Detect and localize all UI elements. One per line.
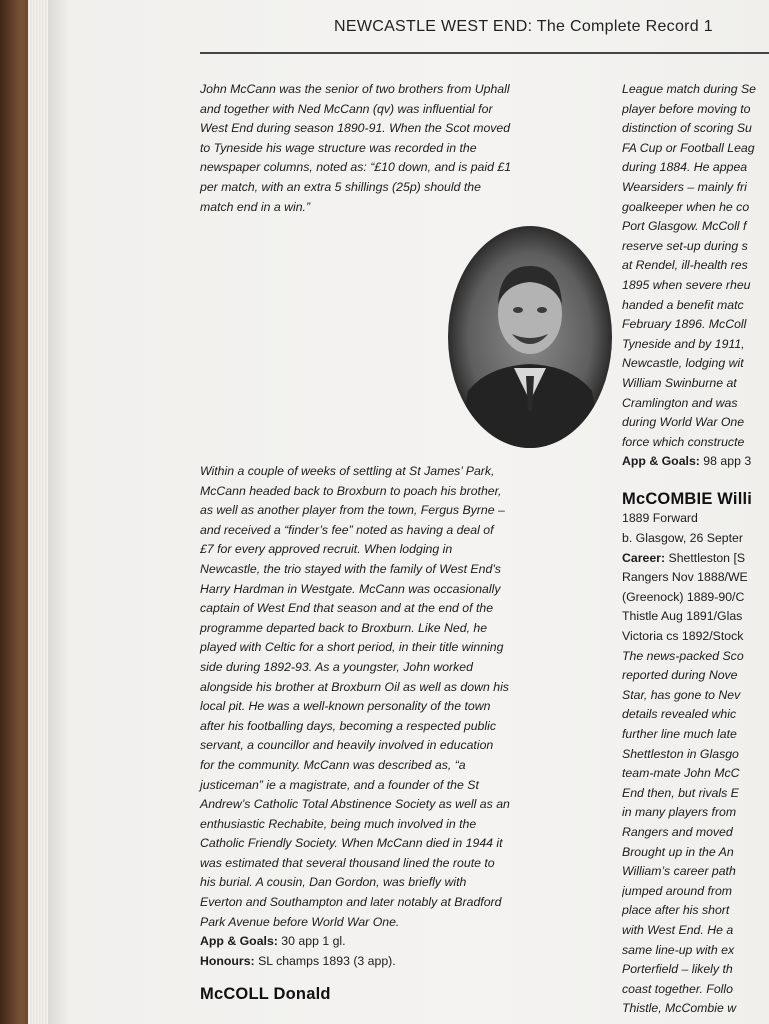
text-line: Port Glasgow. McColl f — [622, 219, 747, 234]
text-line: 1895 when severe rheu — [622, 277, 751, 292]
text-line: Newcastle, lodging wit — [622, 356, 744, 371]
app-goals-label: App & Goals: — [200, 934, 278, 949]
text-line: Catholic Friendly Society. When McCann died in 1944 it — [200, 836, 503, 851]
biography-body — [200, 462, 510, 1005]
career-label: Career: — [622, 550, 666, 565]
text-line: per match, with an extra 5 shillings (25p) should the — [200, 179, 481, 194]
player-heading-mccoll: McCOLL Donald — [200, 985, 331, 1004]
text-line: February 1896. McColl — [622, 317, 747, 332]
right-app-goals-line — [622, 452, 769, 472]
text-line: coast together. Follo — [622, 981, 733, 996]
text-line: Newcastle, the trio stayed with the family of West End’s — [200, 561, 501, 576]
right-column — [622, 80, 769, 1024]
text-line: servant, a councillor and heavily involved in education — [200, 738, 494, 753]
text-line: Brought up in the An — [622, 844, 734, 859]
mccoll-continued-text — [622, 80, 769, 452]
text-line: and received a “finder’s fee” noted as having a deal of — [200, 522, 494, 537]
running-header: NEWCASTLE WEST END: The Complete Record 1 — [334, 18, 713, 35]
text-line: William Swinburne at — [622, 375, 737, 390]
text-line: Thistle, McCombie w — [622, 1001, 737, 1016]
text-line: his burial. A cousin, Dan Gordon, was briefly with — [200, 875, 467, 890]
text-line: same line-up with ex — [622, 942, 735, 957]
honours-label: Honours: — [200, 953, 255, 968]
text-line: reported during Nove — [622, 668, 738, 683]
text-line: Harry Hardman in Westgate. McCann was occasionally — [200, 581, 501, 596]
text-line: handed a benefit matc — [622, 297, 744, 312]
career-line: (Greenock) 1889-90/C — [622, 589, 745, 604]
text-line: newspaper columns, noted as: “£10 down, and is paid £1 — [200, 160, 512, 175]
career-block — [622, 549, 769, 647]
text-line: Rangers and moved — [622, 824, 733, 839]
text-line: jumped around from — [622, 883, 733, 898]
text-line: Shettleston in Glasgo — [622, 746, 739, 761]
text-line: goalkeeper when he co — [622, 199, 750, 214]
honours-line — [200, 952, 510, 972]
text-line: team-mate John McC — [622, 766, 740, 781]
text-line: to Tyneside his wage structure was recorded in the — [200, 140, 477, 155]
text-line: Andrew’s Catholic Total Abstinence Society as well as an — [200, 797, 510, 812]
text-line: captain of West End that season and at the end of the — [200, 601, 494, 616]
app-goals-line — [200, 932, 510, 952]
text-line: and together with Ned McCann (qv) was influential for — [200, 101, 493, 116]
text-line: The news-packed Sco — [622, 648, 744, 663]
text-line: as well as another player from the town, Fergus Byrne – — [200, 503, 505, 518]
text-line: programme departed back to Broxburn. Like Ned, he — [200, 620, 488, 635]
position-line: 1889 Forward — [622, 511, 698, 526]
text-line: Everton and Southampton and later notably at Bradford — [200, 895, 502, 910]
text-line: after his footballing days, becoming a respected public — [200, 718, 496, 733]
text-line: further line much late — [622, 727, 737, 741]
text-line: End then, but rivals E — [622, 785, 739, 800]
text-line: reserve set-up during s — [622, 238, 748, 253]
text-line: player before moving to — [622, 101, 751, 116]
text-line: Tyneside and by 1911, — [622, 336, 745, 351]
career-line: Shettleston [S — [665, 550, 746, 565]
text-line: Park Avenue before World War One. — [200, 914, 400, 929]
text-line: was estimated that several thousand lined the route to — [200, 855, 495, 870]
text-line: Cramlington and was — [622, 395, 738, 410]
text-line: League match during Se — [622, 82, 756, 96]
text-line: FA Cup or Football Leag — [622, 140, 755, 155]
text-line: match end in a win.” — [200, 199, 311, 214]
text-line: enthusiastic Rechabite, being much involved in the — [200, 816, 477, 831]
born-line: b. Glasgow, 26 Septer — [622, 531, 743, 546]
text-line: with West End. He a — [622, 922, 734, 937]
text-line: McCann headed back to Broxburn to poach his brother, — [200, 483, 502, 498]
career-line: Victoria cs 1892/Stock — [622, 629, 744, 644]
text-line: during World War One — [622, 415, 745, 430]
left-column — [200, 0, 570, 1024]
book-page-edges — [28, 0, 50, 1024]
text-line: alongside his brother at Broxburn Oil as well as down his — [200, 679, 509, 694]
text-line: justiceman” ie a magistrate, and a founder of the St — [200, 777, 479, 792]
text-line: £7 for every approved recruit. When lodging in — [200, 542, 453, 557]
text-line: at Rendel, ill-health res — [622, 258, 748, 273]
text-line: Star, has gone to Nev — [622, 687, 741, 702]
text-line: distinction of scoring Su — [622, 121, 752, 136]
mccombie-biography — [622, 647, 769, 1019]
player-portrait-photo — [448, 226, 612, 448]
career-line: Thistle Aug 1891/Glas — [622, 609, 743, 624]
player-heading-mccombie: McCOMBIE Willi — [622, 489, 753, 508]
text-line: Wearsiders – mainly fri — [622, 179, 747, 194]
book-page — [48, 0, 769, 1024]
text-line: Porterfield – likely th — [622, 962, 733, 977]
text-line: West End during season 1890-91. When the Scot moved — [200, 121, 511, 136]
text-line: details revealed whic — [622, 707, 737, 722]
text-line: John McCann was the senior of two brothers from Uphall — [200, 82, 510, 96]
text-line: place after his short — [622, 903, 730, 918]
text-line: during 1884. He appea — [622, 160, 748, 175]
app-goals-value: 30 app 1 gl. — [277, 934, 346, 949]
text-line: force which constructe — [622, 434, 745, 449]
text-line: William’s career path — [622, 864, 736, 879]
intro-paragraph — [200, 80, 511, 217]
right-app-goals-label: App & Goals: — [622, 454, 700, 469]
text-line: Within a couple of weeks of settling at St James’ Park, — [200, 464, 495, 478]
text-line: in many players from — [622, 805, 737, 820]
honours-value: SL champs 1893 (3 app). — [254, 953, 396, 968]
text-line: played with Celtic for a short period, in their title winning — [200, 640, 504, 655]
right-app-goals-value: 98 app 3 — [699, 454, 752, 469]
text-line: for the community. McCann was described as, “a — [200, 757, 466, 772]
text-line: local pit. He was a well-known personality of the town — [200, 699, 491, 714]
text-line: side during 1892-93. As a youngster, John worked — [200, 659, 473, 674]
career-line: Rangers Nov 1888/WE — [622, 570, 748, 585]
